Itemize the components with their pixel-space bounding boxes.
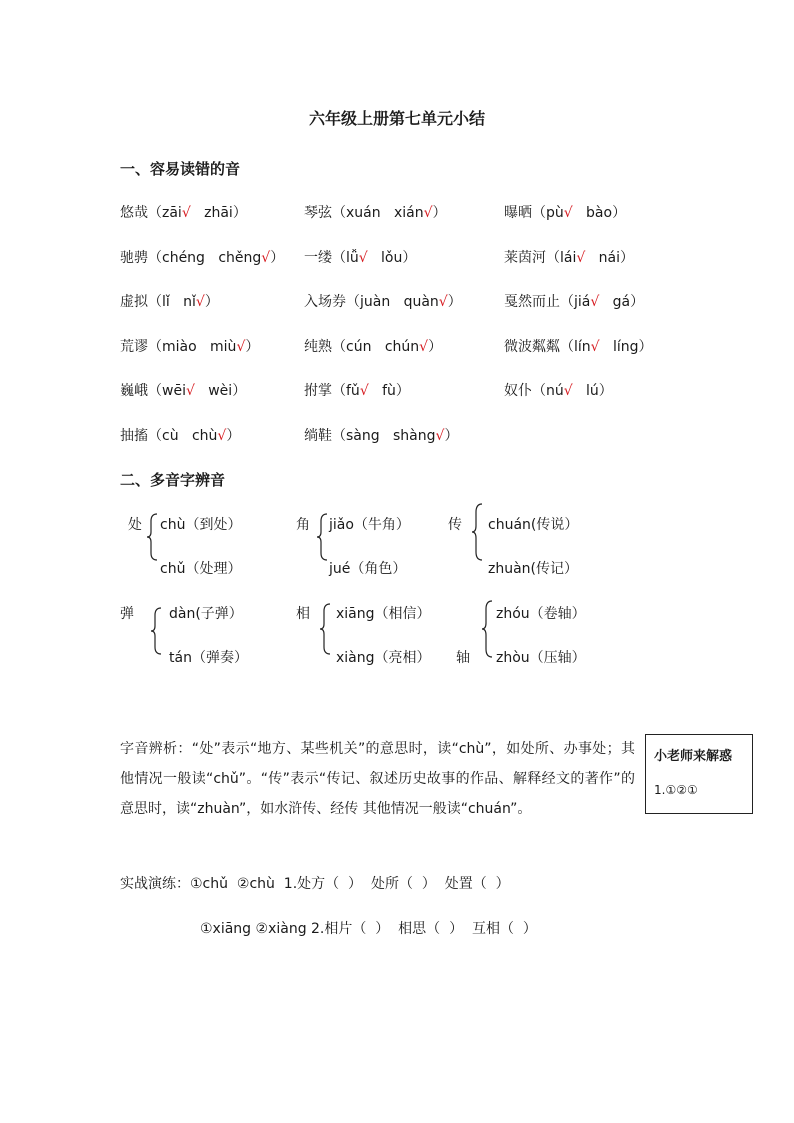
pinyin-option-b: gá (612, 294, 631, 311)
pinyin-option-b: chún (384, 338, 420, 355)
pinyin-option-a: cún (346, 338, 372, 355)
practice-line-1: 实战演练：①chǔ ②chù 1.处方（ ） 处所（ ） 处置（ ） (120, 876, 510, 892)
practice-line-2: ①xiāng ②xiàng 2.相片（ ） 相思（ ） 互相（ ） (200, 921, 537, 937)
word-item: 绱鞋（sàng shàng√） (304, 428, 459, 444)
word-item: 奴仆（nú√ lú） (504, 383, 613, 400)
reading-1: zhóu（卷轴） (496, 606, 586, 622)
word-item: 巍峨（wēi√ wèi） (120, 383, 247, 400)
checkmark-icon: √ (438, 294, 448, 311)
poly-char: 轴 (456, 650, 470, 666)
word-item: 曝晒（pù√ bào） (504, 205, 627, 221)
checkmark-icon: √ (563, 383, 573, 400)
reading-1: xiāng（相信） (336, 606, 431, 622)
pinyin-option-a: cù (162, 428, 179, 444)
left-brace-icon (146, 513, 158, 565)
checkmark-icon: √ (435, 428, 445, 444)
poly-char: 传 (448, 517, 462, 533)
pinyin-option-a: nú (546, 383, 564, 400)
pinyin-option-b: wèi (208, 383, 233, 400)
word-text: 纯熟 (304, 338, 332, 355)
word-item: 入场券（juàn quàn√） (304, 294, 462, 311)
pinyin-option-a: miào (162, 338, 197, 355)
word-text: 虚拟 (120, 294, 148, 311)
pinyin-option-b: nǐ (183, 294, 196, 311)
left-brace-icon (319, 603, 331, 659)
word-item: 拊掌（fǔ√ fù） (304, 383, 410, 400)
checkmark-icon: √ (236, 338, 246, 355)
tip-box-answer: 1.①②① (654, 783, 698, 797)
checkmark-icon: √ (590, 294, 600, 311)
word-text: 悠哉 (120, 205, 148, 221)
word-text: 莱茵河 (504, 249, 546, 266)
reading-2: chǔ（处理） (160, 561, 242, 577)
word-item: 荒谬（miào miù√） (120, 338, 260, 355)
pinyin-option-b: chěng (218, 249, 262, 266)
pinyin-option-b: miù (210, 338, 237, 355)
pinyin-option-a: lái (560, 249, 577, 266)
checkmark-icon: √ (358, 249, 368, 266)
reading-2: zhòu（压轴） (496, 650, 586, 666)
pinyin-option-b: lǒu (381, 249, 403, 266)
word-item: 纯熟（cún chún√） (304, 338, 443, 355)
word-item: 一缕（lǚ√ lǒu） (304, 249, 417, 266)
reading-2: zhuàn(传记） (488, 561, 579, 577)
word-item: 戛然而止（jiá√ gá） (504, 294, 645, 311)
tip-box (645, 734, 753, 814)
checkmark-icon: √ (261, 249, 271, 266)
checkmark-icon: √ (576, 249, 586, 266)
pinyin-option-a: juàn (360, 294, 391, 311)
reading-2: xiàng（亮相） (336, 650, 431, 666)
word-text: 微波粼粼 (504, 338, 560, 355)
reading-1: jiǎo（牛角） (329, 517, 410, 533)
pinyin-option-a: chéng (162, 249, 205, 266)
pinyin-option-a: lín (574, 338, 591, 355)
pinyin-option-a: lǚ (346, 249, 359, 266)
word-item: 莱茵河（lái√ nái） (504, 249, 634, 266)
reading-1: dàn(子弹） (169, 606, 243, 622)
pinyin-option-a: wēi (162, 383, 186, 400)
pinyin-option-a: lǐ (162, 294, 170, 311)
word-text: 荒谬 (120, 338, 148, 355)
checkmark-icon: √ (423, 205, 433, 221)
pinyin-option-b: nái (598, 249, 620, 266)
checkmark-icon: √ (217, 428, 227, 444)
checkmark-icon: √ (590, 338, 600, 355)
left-brace-icon (481, 600, 493, 662)
pinyin-option-a: pù (546, 205, 564, 221)
page-title: 六年级上册第七单元小结 (308, 109, 485, 128)
word-text: 入场券 (304, 294, 346, 311)
word-item: 琴弦（xuán xián√） (304, 205, 447, 221)
reading-1: chù（到处） (160, 517, 242, 533)
checkmark-icon: √ (359, 383, 369, 400)
left-brace-icon (471, 503, 483, 565)
tip-box-title: 小老师来解惑 (654, 749, 733, 764)
word-text: 绱鞋 (304, 428, 332, 444)
pinyin-option-b: chù (191, 428, 218, 444)
word-text: 拊掌 (304, 383, 332, 400)
word-item: 抽搐（cù chù√） (120, 428, 241, 444)
left-brace-icon (150, 607, 162, 659)
checkmark-icon: √ (195, 294, 205, 311)
word-text: 抽搐 (120, 428, 148, 444)
word-item: 悠哉（zāi√ zhāi） (120, 205, 247, 221)
reading-2: jué（角色） (329, 561, 407, 577)
word-item: 驰骋（chéng chěng√） (120, 249, 285, 266)
pinyin-option-b: fù (382, 383, 396, 400)
pinyin-option-b: lú (586, 383, 599, 400)
pinyin-option-b: bào (586, 205, 613, 221)
poly-char: 角 (296, 517, 310, 533)
reading-2: tán（弹奏） (169, 650, 248, 666)
word-item: 微波粼粼（lín√ líng） (504, 338, 653, 355)
pinyin-option-b: zhāi (204, 205, 233, 221)
pinyin-option-b: xián (393, 205, 424, 221)
pinyin-option-a: zāi (162, 205, 182, 221)
checkmark-icon: √ (419, 338, 429, 355)
section-2-heading: 二、多音字辨音 (120, 471, 226, 489)
word-text: 琴弦 (304, 205, 332, 221)
section-1-heading: 一、容易读错的音 (120, 160, 241, 178)
pinyin-option-b: líng (612, 338, 639, 355)
reading-1: chuán(传说） (488, 517, 579, 533)
word-text: 驰骋 (120, 249, 148, 266)
poly-char: 处 (128, 517, 142, 533)
pinyin-option-a: jiá (574, 294, 591, 311)
word-text: 曝晒 (504, 205, 532, 221)
pronunciation-analysis: 字音辨析：“处”表示“地方、某些机关”的意思时，读“chù”，如处所、办事处；其他情况一般读“chǔ”。“传”表示“传记、叙述历史故事的作品、解释经文的著作”的意思时，读“zhuàn”，如水浒传、经传 其他情况一般读“chuán”。 (120, 741, 635, 817)
poly-char: 相 (296, 606, 310, 622)
left-brace-icon (316, 513, 328, 565)
pinyin-option-a: sàng (346, 428, 380, 444)
pinyin-option-a: fǔ (346, 383, 360, 400)
word-item: 虚拟（lǐ nǐ√） (120, 294, 219, 311)
checkmark-icon: √ (563, 205, 573, 221)
word-text: 巍峨 (120, 383, 148, 400)
checkmark-icon: √ (181, 205, 191, 221)
poly-char: 弹 (120, 606, 134, 622)
pinyin-option-b: shàng (393, 428, 436, 444)
pinyin-option-a: xuán (346, 205, 381, 221)
word-text: 奴仆 (504, 383, 532, 400)
pinyin-option-b: quàn (403, 294, 439, 311)
word-text: 戛然而止 (504, 294, 560, 311)
checkmark-icon: √ (185, 383, 195, 400)
word-text: 一缕 (304, 249, 332, 266)
